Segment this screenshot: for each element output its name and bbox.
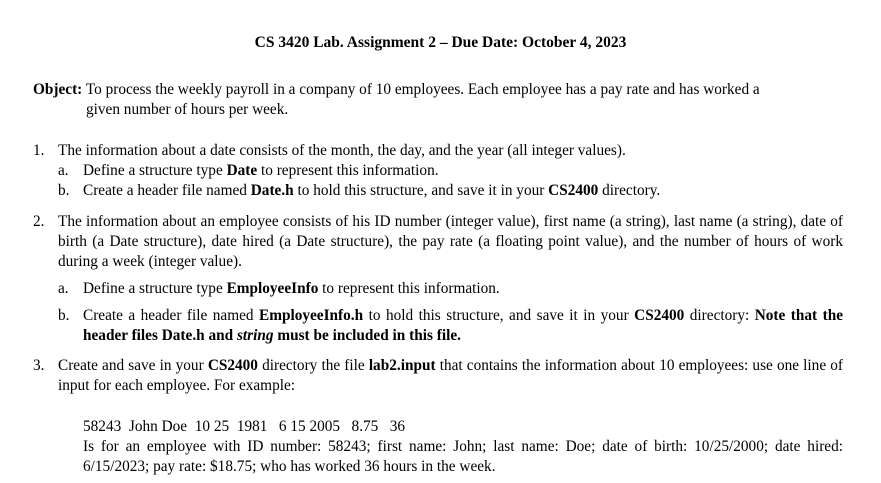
bold-term: lab2.input <box>368 357 436 374</box>
sub-item-text: directory: <box>684 307 755 324</box>
bold-term: CS2400 <box>634 307 685 324</box>
objective-line1: To process the weekly payroll in a company of 10 employees. Each employee has a pay rate and has worked a <box>85 81 760 98</box>
note-text: must be included in this file <box>273 327 458 344</box>
list-item-1 <box>33 141 843 201</box>
sub-item-text: Define a structure type <box>83 280 227 297</box>
sub-item-2a <box>58 279 843 299</box>
sub-item-letter: a. <box>58 162 69 179</box>
sub-item-text: to represent this information. <box>318 280 500 297</box>
item-text: The information about a date consists of the month, the day, and the year (all integer values). <box>58 142 626 159</box>
sub-item-text: Define a structure type <box>83 162 227 179</box>
note-text: Note that the header files Date.h and <box>83 307 844 344</box>
item-text <box>58 356 843 396</box>
item-text-part: that contains the information about 10 employees: use one line of input for each employee. For example: <box>58 357 843 394</box>
objective-line2: given number of hours per week. <box>86 101 289 118</box>
sub-item-letter: b. <box>58 307 70 324</box>
item-text: The information about an employee consists of his ID number (integer value), first name (a string), last name (a string), date of birth (a Date structure), date hired (a Date structure), the pay rate (a floating point value), and the number of hours of work during a week (integer value). <box>58 213 843 270</box>
sub-item-text: . <box>457 327 461 344</box>
bold-term: CS2400 <box>207 357 258 374</box>
list-item-3 <box>33 356 843 396</box>
list-item-2 <box>33 212 843 346</box>
item-number: 1. <box>33 142 45 159</box>
sub-item-2b <box>58 306 843 346</box>
sub-item-letter: b. <box>58 182 70 199</box>
bold-term: Date <box>226 162 258 179</box>
sub-item-1b <box>58 181 843 201</box>
bold-term: CS2400 <box>548 182 599 199</box>
item-text-part: Create and save in your <box>58 357 208 374</box>
sub-item-text: Create a header file named <box>83 182 251 199</box>
sub-item-text: to represent this information. <box>257 162 439 179</box>
note-italic-term: string <box>236 327 274 344</box>
bold-term: Date.h <box>250 182 294 199</box>
example-block <box>83 417 843 477</box>
item-text-part: directory the file <box>257 357 369 374</box>
example-input-line: 58243 John Doe 10 25 1981 6 15 2005 8.75 36 <box>83 418 406 435</box>
page-title: CS 3420 Lab. Assignment 2 – Due Date: October 4, 2023 <box>254 34 627 51</box>
sub-item-text: Create a header file named <box>83 307 260 324</box>
bold-term: EmployeeInfo <box>226 280 319 297</box>
item-number: 2. <box>33 213 45 230</box>
sub-item-text: to hold this structure, and save it in your <box>293 182 549 199</box>
objective-label: Object: <box>33 81 83 98</box>
sub-item-text: directory. <box>598 182 661 199</box>
objective-paragraph <box>33 80 833 120</box>
sub-item-1a <box>58 161 843 181</box>
item-number: 3. <box>33 357 45 374</box>
example-explanation: Is for an employee with ID number: 58243; first name: John; last name: Doe; date of birth: 10/25/2000; date hired: 6/15/2023; pay rate: $18.75; who has worked 36 hours in the week. <box>83 438 843 475</box>
sub-item-text: to hold this structure, and save it in your <box>363 307 635 324</box>
bold-term: EmployeeInfo.h <box>259 307 364 324</box>
sub-item-letter: a. <box>58 280 69 297</box>
